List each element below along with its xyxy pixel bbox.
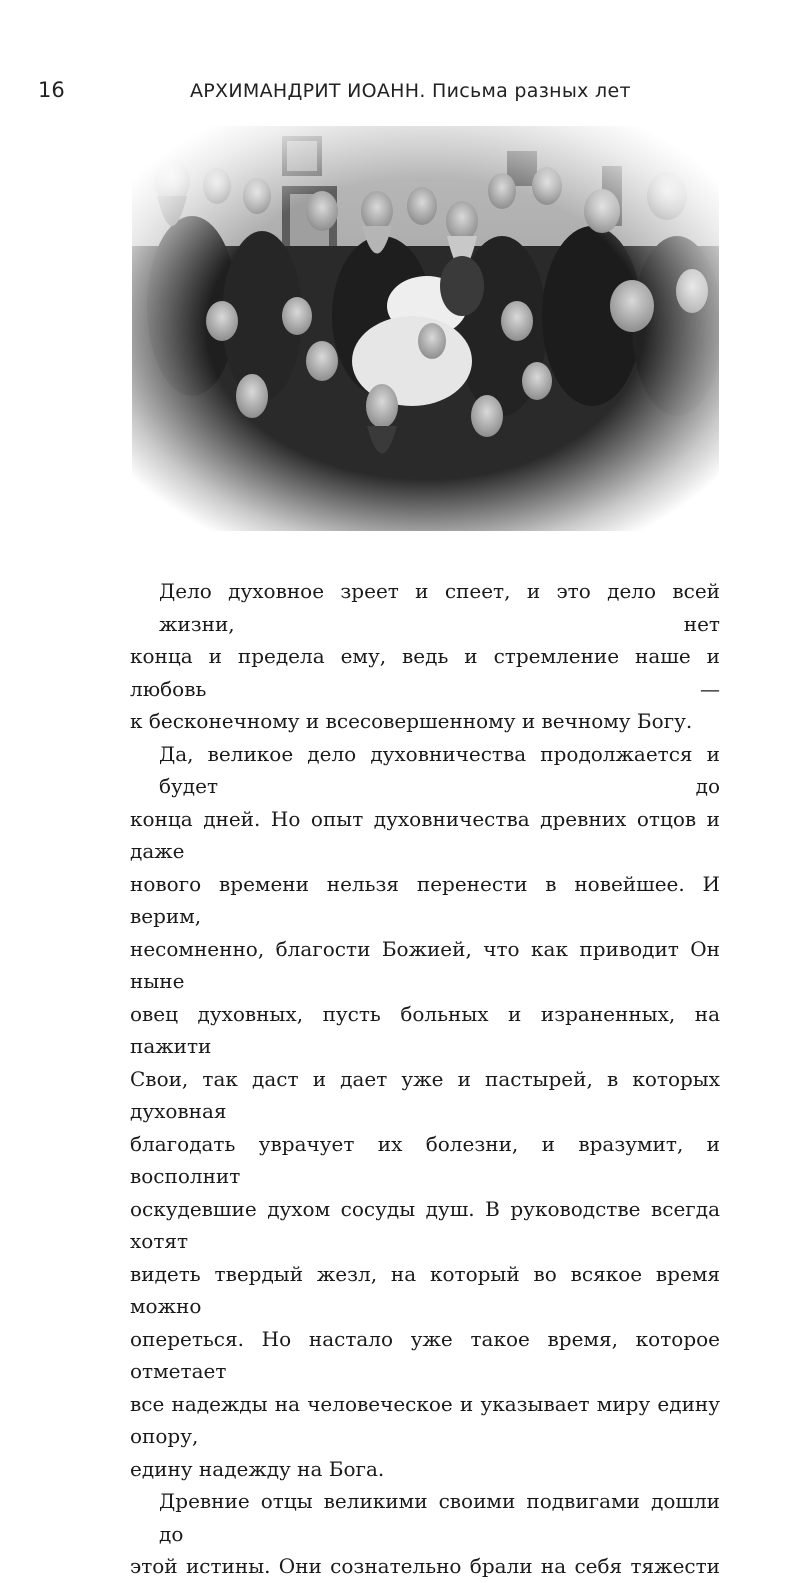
text-line: нового времени нельзя перенести в новейшее. И верим, <box>130 871 720 928</box>
text-line: опереться. Но настало уже такое время, которое отметает <box>130 1326 720 1383</box>
text-line: Дело духовное зреет и спеет, и это дело всей жизни, нет <box>159 579 720 636</box>
text-line: Да, великое дело духовничества продолжается и будет до <box>159 741 720 798</box>
text-line: несомненно, благости Божией, что как приводит Он ныне <box>130 936 720 993</box>
text-line: едину надежду на Бога. <box>130 1456 385 1481</box>
text-line: благодать уврачует их болезни, и вразумит, и восполнит <box>130 1131 720 1188</box>
text-line: Свои, так даст и дает уже и пастырей, в которых духовная <box>130 1066 720 1123</box>
text-line: конца и предела ему, ведь и стремление наше и любовь — <box>130 644 720 701</box>
text-line: к бесконечному и всесовершенному и вечному Богу. <box>130 709 693 733</box>
text-line: все надежды на человеческое и указывает миру едину опору, <box>130 1391 720 1448</box>
body-text <box>130 575 720 1583</box>
text-line: овец духовных, пусть больных и израненных, на пажити <box>130 1001 720 1058</box>
text-line: этой истины. Они сознательно брали на себя тяжести <box>130 1554 720 1578</box>
text-line: Древние отцы великими своими подвигами дошли до <box>159 1489 720 1546</box>
text-line: конца дней. Но опыт духовничества древних отцов и даже <box>130 806 720 863</box>
text-line: видеть твердый жезл, на который во всякое время можно <box>130 1261 720 1318</box>
page-number: 16 <box>38 78 65 102</box>
running-title: АРХИМАНДРИТ ИОАНН. Письма разных лет <box>190 80 631 102</box>
group-photo <box>132 126 719 531</box>
group-photo-image <box>132 126 719 531</box>
text-line: оскудевшие духом сосуды душ. В руководстве всегда хотят <box>130 1196 720 1253</box>
